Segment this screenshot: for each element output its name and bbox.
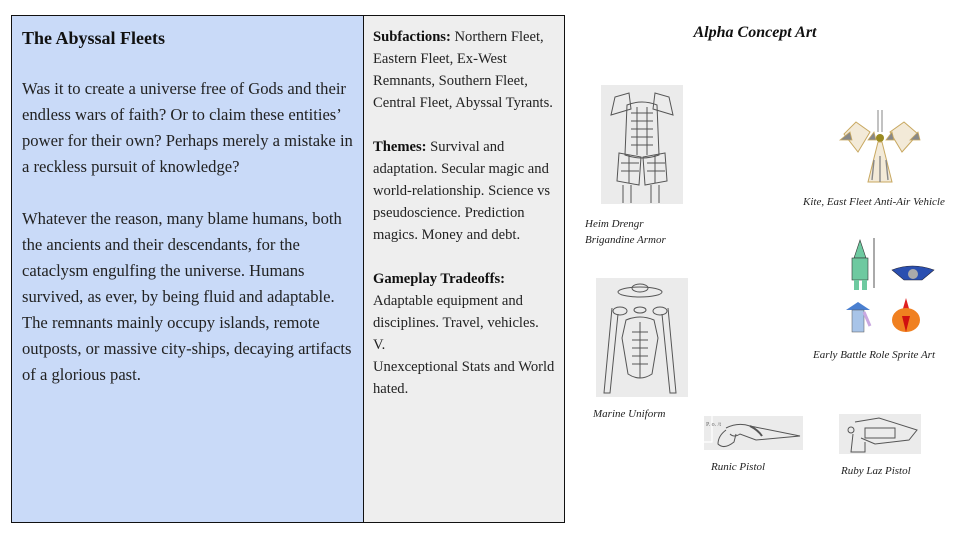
runic-pistol-caption [711,459,765,475]
tradeoffs-label: Gameplay Tradeoffs: [373,271,506,287]
themes-text: Survival and adaptation. Secular magic and world-relationship. Science vs pseudoscience. Prediction magics. Money and debt. [373,139,551,243]
sprite-art-caption [813,347,935,363]
caption-line: Ruby Laz Pistol [841,465,911,477]
ruby-laz-pistol-caption [841,463,911,479]
sprite-art-image [844,236,938,338]
subfactions-section [373,26,556,114]
lore-paragraph: Was it to create a universe free of Gods and their endless wars of faith? Or to claim these entities’ power for their own? Perhaps merely a mistake in a reckless pursuit of knowledge? [22,79,353,176]
lore-cell [12,16,364,522]
subfactions-text: Northern Fleet, Eastern Fleet, Ex-West Remnants, Southern Fleet, Central Fleet, Abyssal Tyrants. [373,29,553,111]
caption-line: Early Battle Role Sprite Art [813,349,935,361]
caption-line: Marine Uniform [593,408,666,420]
faction-title: The Abyssal Fleets [22,28,166,48]
concept-art-title: Alpha Concept Art [693,24,817,41]
tradeoffs-section [373,268,556,400]
marine-uniform-image [596,278,688,397]
runic-pistol-image [704,416,803,454]
themes-section [373,136,556,246]
tradeoffs-line: Adaptable equipment and disciplines. Travel, vehicles. [373,293,539,331]
brigandine-armor-caption [585,216,666,248]
marine-uniform-caption [593,406,665,422]
details-cell [364,16,564,522]
subfactions-label: Subfactions: [373,29,451,45]
kite-vehicle-caption [803,194,945,210]
svg-text:P. o. /t: P. o. /t [706,422,722,428]
tradeoffs-line: V. [373,337,386,353]
caption-line: Kite, East Fleet Anti-Air Vehicle [803,196,945,208]
ruby-laz-pistol-image [839,414,921,458]
themes-label: Themes: [373,139,427,155]
caption-line: Brigandine Armor [585,234,666,246]
lore-paragraph: Whatever the reason, many blame humans, both the ancients and their descendants, for the cataclysm engulfing the universe. Humans survived, as ever, by being fluid and adaptable. The remnants mainly occupy islands, remote outposts, or massive city-ships, decaying artifacts of a glorious past. [22,209,352,384]
kite-vehicle-image [838,110,922,186]
brigandine-armor-image [601,85,683,204]
caption-line: Runic Pistol [711,461,766,473]
tradeoffs-line: Unexceptional Stats and World hated. [373,359,555,397]
faction-table [11,15,565,523]
caption-line: Heim Drengr [585,218,644,230]
